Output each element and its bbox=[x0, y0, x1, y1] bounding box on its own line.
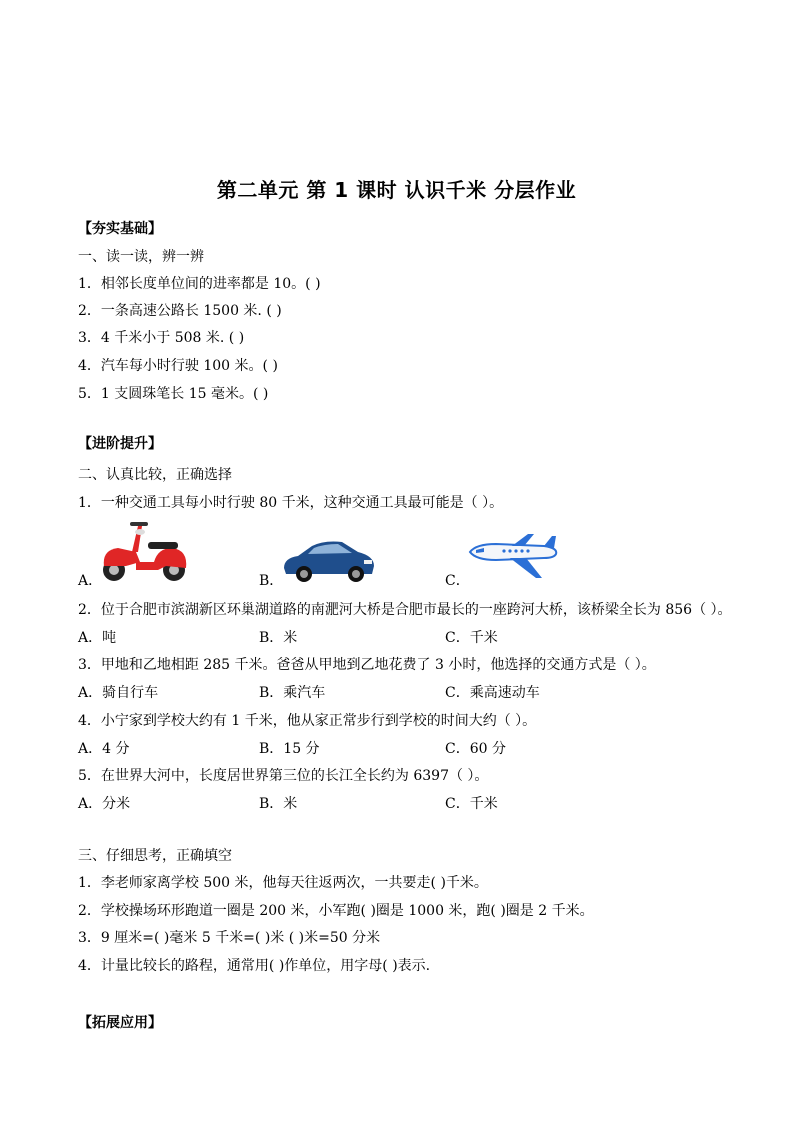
question-3-3: 3．9 厘米=( )毫米 5 千米=( )米 ( )米=50 分米 bbox=[78, 930, 381, 946]
question-1-5: 5．1 支圆珠笔长 15 毫米。( ) bbox=[78, 386, 269, 402]
question-2-5: 5．在世界大河中，长度居世界第三位的长江全长约为 6397（ ）。 bbox=[78, 768, 489, 784]
q4-option-c: C．60 分 bbox=[445, 741, 506, 757]
option-b-label: B． bbox=[259, 573, 284, 589]
question-3-1: 1．李老师家离学校 500 米，他每天往返两次，一共要走( )千米。 bbox=[78, 875, 488, 891]
q2-option-a: A．吨 bbox=[78, 630, 117, 646]
question-3-4: 4．计量比较长的路程，通常用( )作单位，用字母( )表示. bbox=[78, 958, 431, 974]
question-2-2: 2．位于合肥市滨湖新区环巢湖道路的南淝河大桥是合肥市最长的一座跨河大桥，该桥梁全长为 856（ ）。 bbox=[78, 602, 732, 618]
q3-option-c: C．乘高速动车 bbox=[445, 685, 540, 701]
question-2-4: 4．小宁家到学校大约有 1 千米，他从家正常步行到学校的时间大约（ ）。 bbox=[78, 713, 537, 729]
part-two-heading: 二、认真比较，正确选择 bbox=[78, 467, 232, 483]
q3-option-a: A．骑自行车 bbox=[78, 685, 159, 701]
q2-option-b: B．米 bbox=[259, 630, 298, 646]
part-three-heading: 三、仔细思考，正确填空 bbox=[78, 848, 232, 864]
q5-option-c: C．千米 bbox=[445, 796, 498, 812]
section-heading-extension: 【拓展应用】 bbox=[78, 1015, 162, 1031]
q3-option-b: B．乘汽车 bbox=[259, 685, 326, 701]
question-1-2: 2．一条高速公路长 1500 米. ( ) bbox=[78, 303, 282, 319]
airplane-icon bbox=[466, 532, 560, 582]
q5-option-a: A．分米 bbox=[78, 796, 131, 812]
section-heading-basic: 【夯实基础】 bbox=[78, 221, 162, 237]
question-1-1: 1．相邻长度单位间的进率都是 10。( ) bbox=[78, 276, 321, 292]
q2-option-c: C．千米 bbox=[445, 630, 498, 646]
question-1-4: 4．汽车每小时行驶 100 米。( ) bbox=[78, 358, 278, 374]
q5-option-b: B．米 bbox=[259, 796, 298, 812]
q4-option-a: A．4 分 bbox=[78, 741, 130, 757]
scooter-icon bbox=[96, 518, 192, 584]
question-1-3: 3．4 千米小于 508 米. ( ) bbox=[78, 330, 245, 346]
q4-option-b: B．15 分 bbox=[259, 741, 320, 757]
option-a-label: A． bbox=[78, 573, 103, 589]
part-one-heading: 一、读一读，辨一辨 bbox=[78, 249, 204, 265]
car-icon bbox=[280, 534, 378, 584]
option-c-label: C． bbox=[445, 573, 470, 589]
question-2-1: 1．一种交通工具每小时行驶 80 千米，这种交通工具最可能是（ ）。 bbox=[78, 495, 504, 511]
question-2-3: 3．甲地和乙地相距 285 千米。爸爸从甲地到乙地花费了 3 小时，他选择的交通方式是（ ）。 bbox=[78, 657, 656, 673]
section-heading-advanced: 【进阶提升】 bbox=[78, 436, 162, 452]
question-3-2: 2．学校操场环形跑道一圈是 200 米，小军跑( )圈是 1000 米，跑( )圈是 2 千米。 bbox=[78, 903, 594, 919]
page-title: 第二单元 第 1 课时 认识千米 分层作业 bbox=[216, 178, 577, 202]
